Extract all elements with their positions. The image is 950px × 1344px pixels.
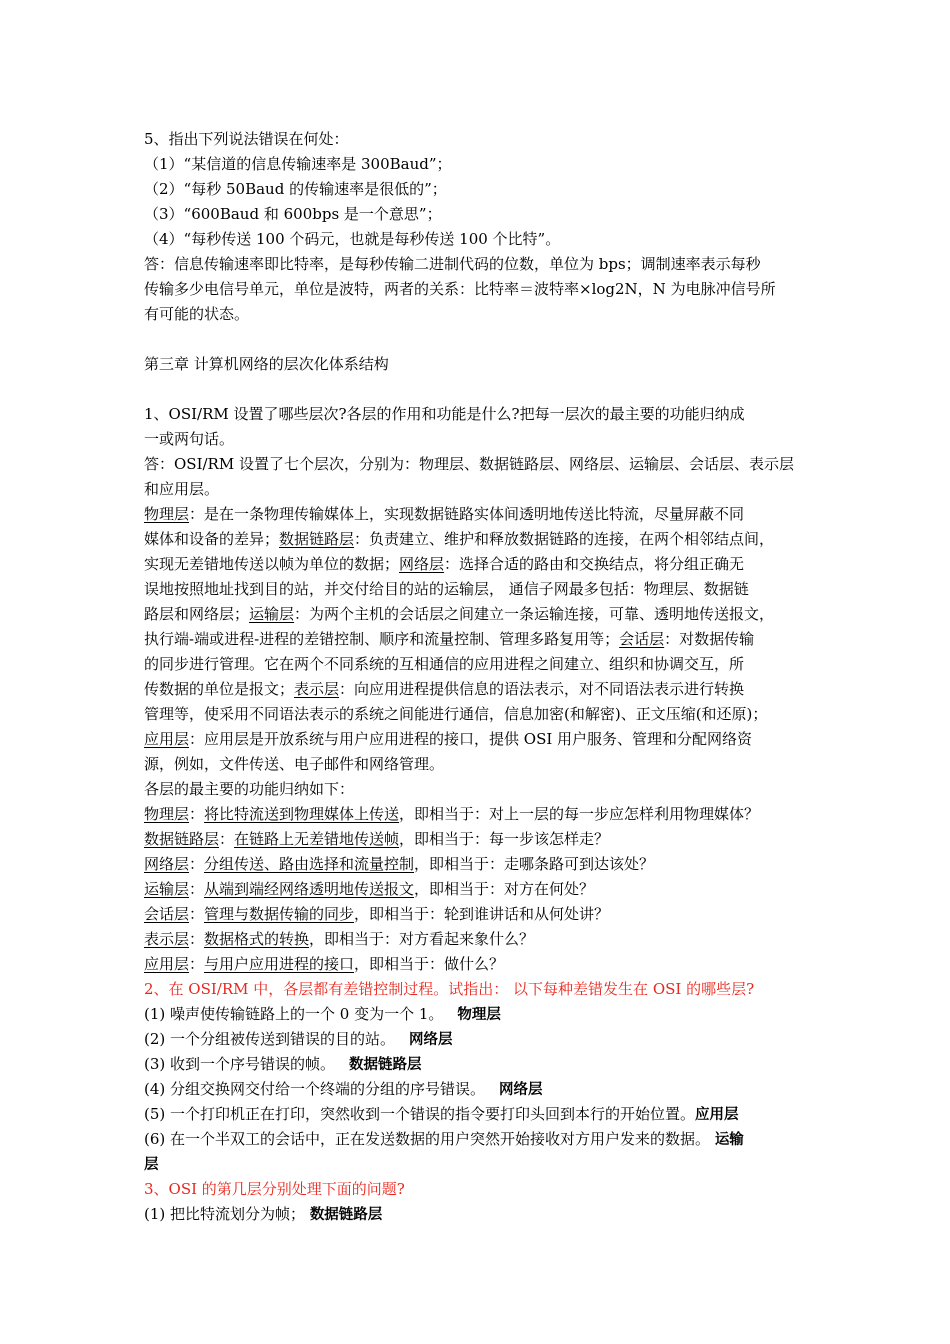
q2-answer: 物理层 bbox=[457, 1007, 501, 1023]
summary-layer-name: 应用层 bbox=[144, 955, 190, 973]
layer-detail-paragraph bbox=[144, 502, 816, 777]
summary-layer-name: 数据链路层 bbox=[144, 830, 220, 848]
q5-title: 5、指出下列说法错误在何处： bbox=[144, 130, 349, 148]
summary-separator: ： bbox=[189, 805, 205, 823]
question-line: 一或两句话。 bbox=[144, 430, 235, 448]
q3-item bbox=[144, 1202, 816, 1227]
detail-text: 实现无差错地传送以帧为单位的数据； bbox=[144, 555, 400, 573]
q2-answer: 数据链路层 bbox=[349, 1057, 422, 1073]
summary-analogy: ，即相当于：对方看起来象什么？ bbox=[309, 930, 535, 948]
q2-item bbox=[144, 1102, 816, 1127]
layer-name: 会话层 bbox=[619, 630, 665, 648]
q5-item: （4）“每秒传送 100 个码元，也就是每秒传送 100 个比特”。 bbox=[144, 230, 561, 248]
detail-text: 的同步进行管理。它在两个不同系统的互相通信的应用进程之间建立、组织和协调交互，所 bbox=[144, 655, 745, 673]
q2-answer: 层 bbox=[144, 1157, 159, 1173]
answer-line: 答：信息传输速率即比特率，是每秒传输二进制代码的位数，单位为 bps；调制速率表示每秒 bbox=[144, 255, 761, 273]
q2-answer: 应用层 bbox=[695, 1107, 739, 1123]
summary-function: 分组传送、路由选择和流量控制 bbox=[204, 855, 415, 873]
q2-question: (4) 分组交换网交付给一个终端的分组的序号错误。 bbox=[144, 1080, 486, 1098]
summary-separator: ： bbox=[189, 880, 205, 898]
q2-answer: 网络层 bbox=[409, 1032, 453, 1048]
q2-item bbox=[144, 1052, 816, 1077]
q5-item: （1）“某信道的信息传输速率是 300Baud”； bbox=[144, 155, 452, 173]
summary-function: 将比特流送到物理媒体上传送 bbox=[204, 805, 400, 823]
detail-text: ：负责建立、维护和释放数据链路的连接，在两个相邻结点间， bbox=[354, 530, 775, 548]
detail-text: ：向应用进程提供信息的语法表示，对不同语法表示进行转换 bbox=[339, 680, 745, 698]
q5-item: （3）“600Baud 和 600bps 是一个意思”； bbox=[144, 205, 442, 223]
q5-answer bbox=[144, 252, 816, 327]
layer-name: 表示层 bbox=[294, 680, 340, 698]
detail-line bbox=[144, 702, 816, 727]
summary-separator: ： bbox=[189, 855, 205, 873]
layer-name: 网络层 bbox=[399, 555, 445, 573]
summary-layer-name: 物理层 bbox=[144, 805, 190, 823]
detail-text: ：为两个主机的会话层之间建立一条运输连接，可靠、透明地传送报文， bbox=[294, 605, 775, 623]
q3-question: (1) 把比特流划分为帧； bbox=[144, 1205, 306, 1223]
detail-line bbox=[144, 752, 816, 777]
question-line: 1、OSI/RM 设置了哪些层次?各层的作用和功能是什么?把每一层次的最主要的功能归纳成 bbox=[144, 405, 745, 423]
q2-question: (2) 一个分组被传送到错误的目的站。 bbox=[144, 1030, 396, 1048]
summary-separator: ： bbox=[189, 930, 205, 948]
spacer bbox=[144, 327, 816, 352]
summary-layer-name: 表示层 bbox=[144, 930, 190, 948]
summary-analogy: ，即相当于：每一步该怎样走？ bbox=[399, 830, 610, 848]
q2-question: (6) 在一个半双工的会话中，正在发送数据的用户突然开始接收对方用户发来的数据。 bbox=[144, 1130, 711, 1148]
summary-function: 在链路上无差错地传送帧 bbox=[234, 830, 400, 848]
q2-question: (5) 一个打印机正在打印，突然收到一个错误的指令要打印头回到本行的开始位置。 bbox=[144, 1105, 696, 1123]
detail-text: 执行端-端或进程-进程的差错控制、顺序和流量控制、管理多路复用等； bbox=[144, 630, 620, 648]
layer-name: 物理层 bbox=[144, 505, 190, 523]
q2-item bbox=[144, 1077, 816, 1102]
detail-text: ：是在一条物理传输媒体上，实现数据链路实体间透明地传送比特流，尽量屏蔽不同 bbox=[189, 505, 745, 523]
summary-line bbox=[144, 927, 816, 952]
detail-line bbox=[144, 727, 816, 752]
detail-line bbox=[144, 677, 816, 702]
spacer bbox=[144, 377, 816, 402]
detail-line bbox=[144, 502, 816, 527]
summary-separator: ： bbox=[189, 955, 205, 973]
summary-function: 管理与数据传输的同步 bbox=[204, 905, 355, 923]
q2-item bbox=[144, 1002, 816, 1027]
summary-line bbox=[144, 852, 816, 877]
detail-line bbox=[144, 577, 816, 602]
document-page bbox=[144, 127, 816, 1227]
detail-text: 管理等，使采用不同语法表示的系统之间能进行通信，信息加密(和解密)、正文压缩(和还原)； bbox=[144, 705, 768, 723]
summary-line bbox=[144, 877, 816, 902]
summary-analogy: ，即相当于：对方在何处？ bbox=[414, 880, 595, 898]
layer-name: 应用层 bbox=[144, 730, 190, 748]
summary-separator: ： bbox=[189, 905, 205, 923]
summary-line bbox=[144, 952, 816, 977]
q5-items bbox=[144, 152, 816, 252]
detail-line bbox=[144, 652, 816, 677]
q2-answer: 网络层 bbox=[499, 1082, 543, 1098]
answer-line: 有可能的状态。 bbox=[144, 305, 250, 323]
summary-analogy: ，即相当于：走哪条路可到达该处？ bbox=[414, 855, 655, 873]
summary-function: 与用户应用进程的接口 bbox=[204, 955, 355, 973]
detail-text: 媒体和设备的差异； bbox=[144, 530, 280, 548]
detail-text: 传数据的单位是报文； bbox=[144, 680, 295, 698]
detail-text: ：选择合适的路由和交换结点，将分组正确无 bbox=[444, 555, 745, 573]
detail-text: ：应用层是开放系统与用户应用进程的接口，提供 OSI 用户服务、管理和分配网络资 bbox=[189, 730, 753, 748]
detail-line bbox=[144, 627, 816, 652]
summary-title: 各层的最主要的功能归纳如下： bbox=[144, 780, 355, 798]
q3-title: 3、OSI 的第几层分别处理下面的问题? bbox=[144, 1180, 405, 1198]
detail-text: 源，例如，文件传送、电子邮件和网络管理。 bbox=[144, 755, 445, 773]
q2-items bbox=[144, 1002, 816, 1127]
q2-item bbox=[144, 1027, 816, 1052]
answer-line: 答：OSI/RM 设置了七个层次，分别为：物理层、数据链路层、网络层、运输层、会话层、表示层 bbox=[144, 455, 794, 473]
detail-line bbox=[144, 552, 816, 577]
summary-analogy: ，即相当于：对上一层的每一步应怎样利用物理媒体？ bbox=[399, 805, 760, 823]
q2-question: (1) 噪声使传输链路上的一个 0 变为一个 1。 bbox=[144, 1005, 444, 1023]
q5-item: （2）“每秒 50Baud 的传输速率是很低的”； bbox=[144, 180, 447, 198]
summary-line bbox=[144, 802, 816, 827]
detail-text: 路层和网络层； bbox=[144, 605, 250, 623]
detail-text: ：对数据传输 bbox=[664, 630, 755, 648]
summary-layer-name: 网络层 bbox=[144, 855, 190, 873]
layer-summary-list bbox=[144, 802, 816, 977]
summary-line bbox=[144, 902, 816, 927]
answer-line: 传输多少电信号单元，单位是波特，两者的关系：比特率＝波特率×log2N，N 为电脉冲信号所 bbox=[144, 280, 776, 298]
layer-name: 运输层 bbox=[249, 605, 295, 623]
detail-line bbox=[144, 602, 816, 627]
detail-text: 误地按照地址找到目的站，并交付给目的站的运输层， 通信子网最多包括：物理层、数据链 bbox=[144, 580, 749, 598]
q2-item bbox=[144, 1127, 816, 1152]
summary-function: 从端到端经网络透明地传送报文 bbox=[204, 880, 415, 898]
q2-answer: 运输 bbox=[714, 1132, 744, 1148]
summary-line bbox=[144, 827, 816, 852]
answer-line: 和应用层。 bbox=[144, 480, 220, 498]
q1-answer bbox=[144, 452, 816, 502]
detail-line bbox=[144, 527, 816, 552]
summary-analogy: ，即相当于：轮到谁讲话和从何处讲？ bbox=[354, 905, 610, 923]
summary-layer-name: 会话层 bbox=[144, 905, 190, 923]
summary-layer-name: 运输层 bbox=[144, 880, 190, 898]
q2-title: 2、在 OSI/RM 中，各层都有差错控制过程。试指出： 以下每种差错发生在 OSI 的哪些层? bbox=[144, 980, 755, 998]
summary-function: 数据格式的转换 bbox=[204, 930, 310, 948]
q1-title bbox=[144, 402, 816, 452]
chapter-heading: 第三章 计算机网络的层次化体系结构 bbox=[144, 355, 389, 373]
summary-analogy: ，即相当于：做什么？ bbox=[354, 955, 505, 973]
q2-item-continued bbox=[144, 1152, 816, 1177]
q2-question: (3) 收到一个序号错误的帧。 bbox=[144, 1055, 336, 1073]
layer-name: 数据链路层 bbox=[279, 530, 355, 548]
q3-answer: 数据链路层 bbox=[309, 1207, 383, 1223]
summary-separator: ： bbox=[219, 830, 235, 848]
